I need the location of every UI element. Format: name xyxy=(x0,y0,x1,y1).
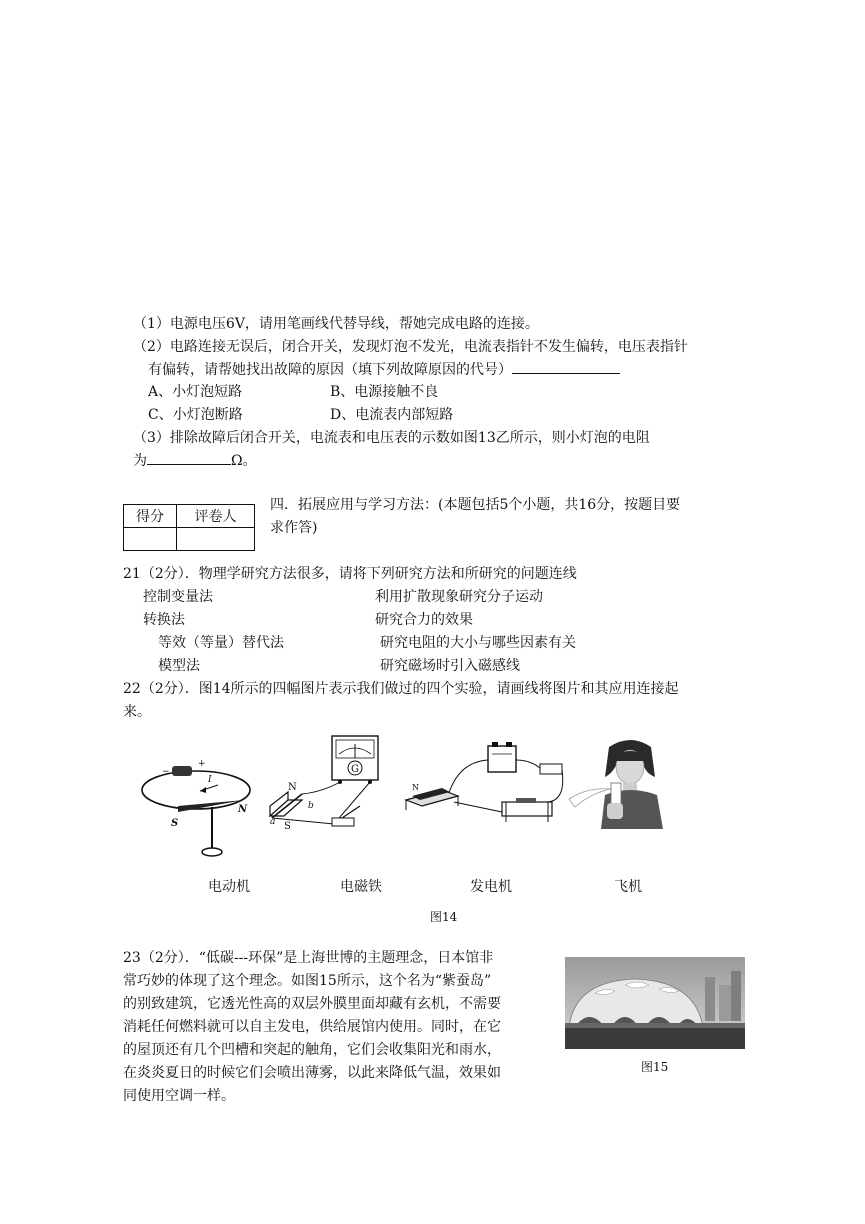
score-header: 得分 xyxy=(124,505,177,528)
option-a: A、小灯泡短路 xyxy=(148,384,243,400)
q22-stem-line2: 来。 xyxy=(123,704,151,720)
q20-part2-line1: （2）电路连接无误后，闭合开关，发现灯泡不发光，电流表指针不发生偏转，电压表指针 xyxy=(133,339,688,355)
score-cell[interactable] xyxy=(124,528,177,551)
figure-15-caption: 图15 xyxy=(641,1060,669,1074)
application-label[interactable]: 电动机 xyxy=(208,879,250,895)
motor-apparatus-figure[interactable] xyxy=(398,740,570,830)
answer-blank-fault[interactable] xyxy=(512,359,620,374)
option-b: B、电源接触不良 xyxy=(330,384,439,400)
application-label[interactable]: 电磁铁 xyxy=(340,879,382,895)
section4-heading-line1: 四．拓展应用与学习方法：(本题包括5个小题，共16分，按题目要 xyxy=(270,497,681,513)
application-label[interactable]: 发电机 xyxy=(470,879,512,895)
q23-text-line: 同使用空调一样。 xyxy=(123,1088,235,1104)
q23-text-line: 的屋顶还有几个凹槽和突起的触角，它们会收集阳光和雨水， xyxy=(123,1042,501,1058)
problem-item[interactable]: 研究磁场时引入磁感线 xyxy=(380,658,520,674)
grader-header: 评卷人 xyxy=(177,505,255,528)
q20-part3-line1: （3）排除故障后闭合开关，电流表和电压表的示数如图13乙所示，则小灯泡的电阻 xyxy=(133,430,650,446)
problem-item[interactable]: 利用扩散现象研究分子运动 xyxy=(375,589,543,605)
wire-end-a-label: a xyxy=(270,817,276,827)
battery-minus-sign: − xyxy=(162,767,170,777)
q20-part2-text: 有偏转，请帮她找出故障的原因（填下列故障原因的代号） xyxy=(148,362,512,378)
method-item[interactable]: 转换法 xyxy=(143,612,185,628)
q23-text-line: 常巧妙的体现了这个理念。如图15所示，这个名为“紫蚕岛” xyxy=(123,973,492,989)
q23-text-line: 的别致建筑，它透光性高的双层外膜里面却藏有玄机，不需要 xyxy=(123,996,501,1012)
q22-stem-line1: 22（2分）．图14所示的四幅图片表示我们做过的四个实验，请画线将图片和其应用连接起 xyxy=(123,681,679,697)
induction-galvanometer-figure[interactable] xyxy=(262,734,390,834)
problem-item[interactable]: 研究电阻的大小与哪些因素有关 xyxy=(380,635,576,651)
north-pole-label: N xyxy=(238,804,248,815)
galvanometer-label: G xyxy=(351,764,359,775)
battery-plus-sign: + xyxy=(198,759,206,769)
q20-part3-prefix: 为 xyxy=(133,453,147,469)
option-c: C、小灯泡断路 xyxy=(148,407,243,423)
q23-text-line: 消耗任何燃料就可以自主发电，供给展馆内使用。同时，在它 xyxy=(123,1019,501,1035)
option-d: D、电流表内部短路 xyxy=(330,407,454,423)
wire-end-b-label: b xyxy=(308,801,314,811)
q20-part3-unit: Ω。 xyxy=(231,453,257,469)
problem-item[interactable]: 研究合力的效果 xyxy=(375,612,473,628)
section4-heading-line2: 求作答) xyxy=(270,520,318,536)
method-item[interactable]: 模型法 xyxy=(158,658,200,674)
application-label[interactable]: 飞机 xyxy=(614,879,642,895)
q20-part2-line2 xyxy=(148,359,620,379)
q20-part3-line2 xyxy=(133,450,257,470)
answer-blank-resistance[interactable] xyxy=(147,450,231,465)
south-pole-label: S xyxy=(171,818,179,829)
oersted-experiment-figure[interactable] xyxy=(138,752,260,860)
blowing-paper-figure[interactable] xyxy=(567,733,677,829)
score-table xyxy=(123,504,255,551)
japan-pavilion-photo xyxy=(565,957,745,1049)
q23-text-line: 23（2分）．“低碳---环保”是上海世博的主题理念，日本馆非 xyxy=(123,950,494,966)
magnet-south-label: S xyxy=(284,821,291,832)
figure-14-caption: 图14 xyxy=(430,910,458,924)
q23-text-line: 在炎炎夏日的时候它们会喷出薄雾，以此来降低气温，效果如 xyxy=(123,1065,501,1081)
q21-stem: 21（2分）．物理学研究方法很多，请将下列研究方法和所研究的问题连线 xyxy=(123,566,577,582)
method-item[interactable]: 等效（等量）替代法 xyxy=(158,635,284,651)
magnet-north-label: N xyxy=(288,782,297,793)
magnet-north-label: N xyxy=(412,783,419,792)
current-label: I xyxy=(208,775,212,785)
grader-cell[interactable] xyxy=(177,528,255,551)
q20-part1: （1）电源电压6V，请用笔画线代替导线，帮她完成电路的连接。 xyxy=(133,316,539,332)
method-item[interactable]: 控制变量法 xyxy=(143,589,213,605)
